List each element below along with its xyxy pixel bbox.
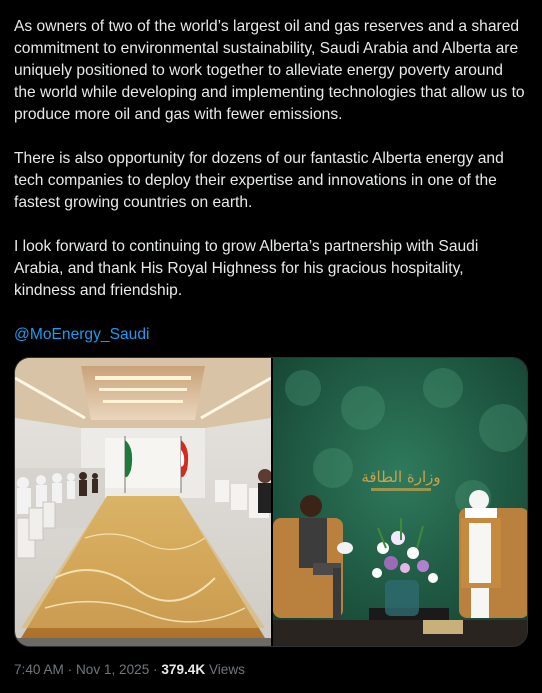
media-grid xyxy=(14,357,528,647)
tweet-text xyxy=(14,16,528,324)
views-count: 379.4K xyxy=(161,662,206,677)
views-label: Views xyxy=(205,662,245,677)
tweet-paragraph-2: There is also opportunity for dozens of our fantastic Alberta energy and tech companies to deploy their expertise and innovations in one of the fastest growing countries on earth. xyxy=(14,150,504,211)
tweet-paragraph-3: I look forward to continuing to grow Alberta’s partnership with Saudi Arabia, and thank His Royal Highness for his gracious hospitality, kindness and friendship. xyxy=(14,238,479,299)
photo-meeting-room[interactable] xyxy=(15,358,271,647)
timestamp[interactable]: 7:40 AM · Nov 1, 2025 · xyxy=(14,662,162,677)
mention-link[interactable]: @MoEnergy_Saudi xyxy=(14,326,150,343)
photo-sign-text: وزارة الطاقة xyxy=(361,468,441,486)
photo-green-wall-meeting[interactable] xyxy=(273,358,528,647)
tweet-meta xyxy=(14,662,245,677)
tweet-paragraph-1: As owners of two of the world’s largest oil and gas reserves and a shared commitment to environmental sustainability, Saudi Arabia and Alberta are uniquely positioned to work together to alleviate energy poverty around the world while developing and implementing technologies that allow us to produce more oil and gas with fewer emissions. xyxy=(14,18,525,123)
